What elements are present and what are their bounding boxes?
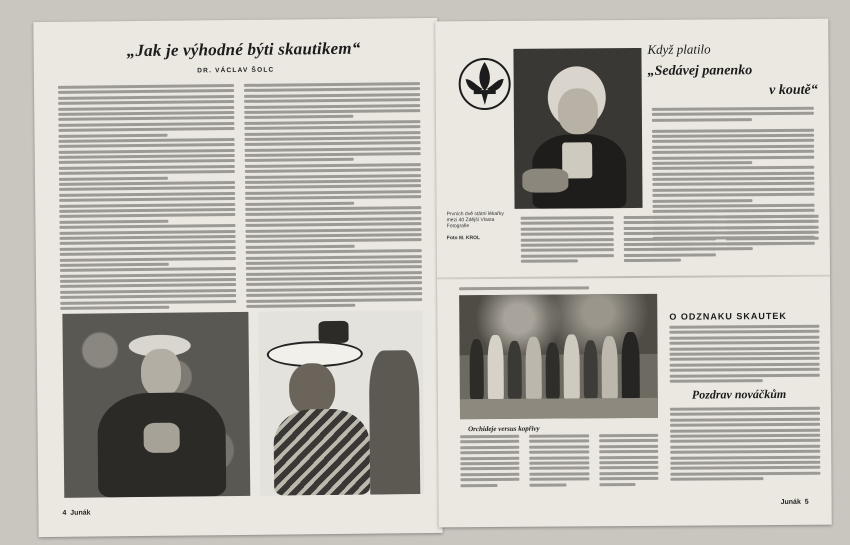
headline-line-1: Když platilo <box>647 41 711 57</box>
article-headline-right <box>647 41 817 100</box>
photo-girls-group <box>459 294 658 419</box>
scout-lily-emblem <box>457 57 511 111</box>
photo-woman-with-hat <box>258 310 424 496</box>
continuation-text <box>521 215 819 266</box>
group-photo-caption: Orchideje versus kopřivy <box>468 424 540 434</box>
article-title: „Jak je výhodné býti skautikem“ <box>126 38 361 61</box>
portrait-caption: Prvních dvě státní lékařky mezi 40 Zdější Vlasta Fotografie <box>446 210 504 230</box>
group-photo-top-caption <box>459 286 609 292</box>
right-page <box>435 19 832 528</box>
photo-man-with-hat <box>62 312 250 498</box>
left-page <box>33 18 442 537</box>
page-number-right: Junák 5 <box>780 498 809 506</box>
headline-line-3: v koutě“ <box>769 82 818 99</box>
photo-elderly-woman-portrait <box>513 48 642 209</box>
fold-line <box>437 275 830 280</box>
badge-article-text <box>669 325 819 385</box>
headline-line-2: „Sedávej panenko <box>647 63 753 79</box>
article-body-text <box>58 82 422 312</box>
text-column-right <box>244 82 422 310</box>
page-number-left: 4 Junák <box>62 509 91 517</box>
article-author: DR. VÁCLAV ŠOLC <box>197 66 275 75</box>
portrait-photo-credit: Foto M. KROL <box>446 235 481 242</box>
text-column-left <box>58 84 236 312</box>
subsection-title-greeting: Pozdrav nováčkům <box>691 386 787 402</box>
orchid-article-text <box>460 434 658 489</box>
section-title-badge: O ODZNAKU SKAUTEK <box>669 310 787 322</box>
greeting-article-text <box>670 407 821 484</box>
